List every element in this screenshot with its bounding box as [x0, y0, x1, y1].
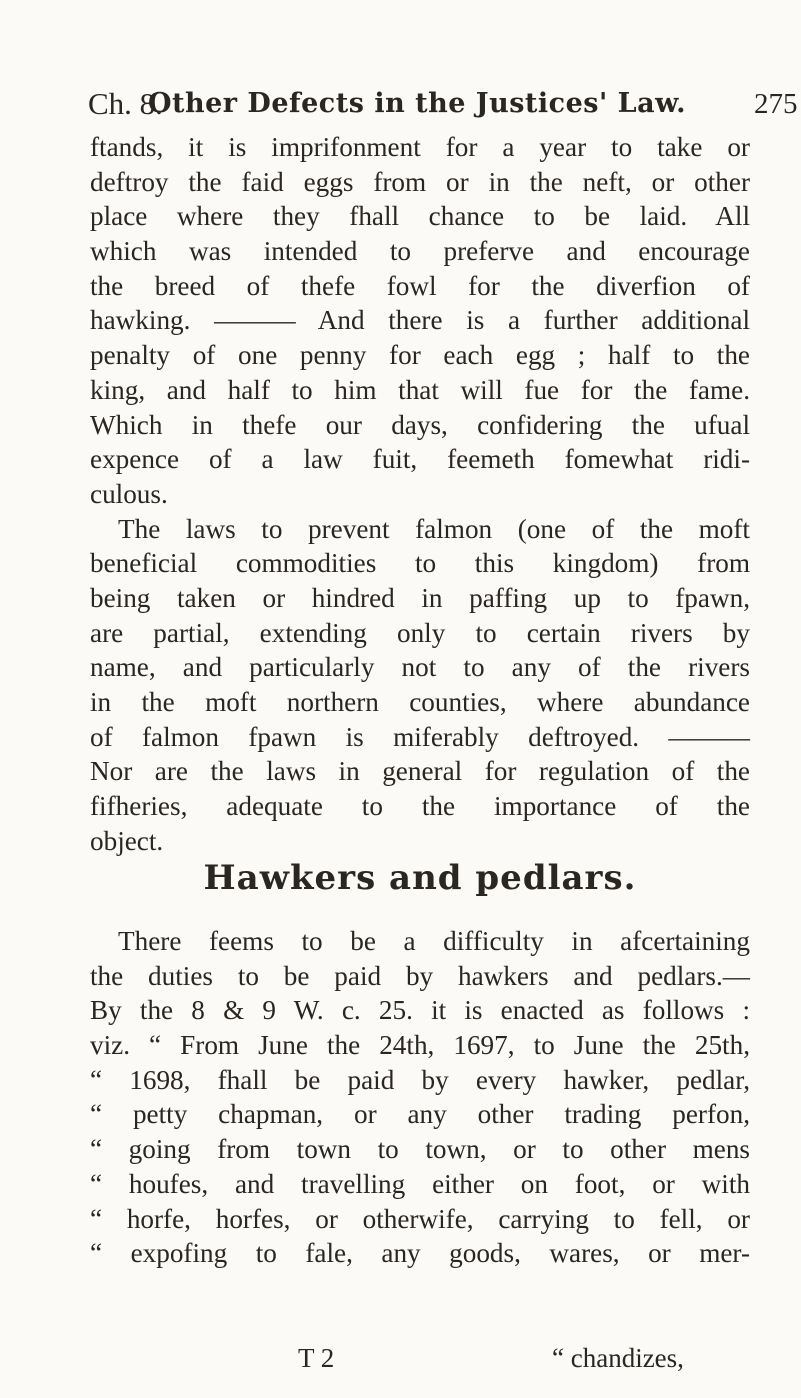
text-line: penalty of one penny for each egg ; half to the [90, 340, 750, 371]
section-text-1 [90, 130, 750, 858]
catchword: “ chandizes, [552, 1343, 684, 1373]
text-line: the duties to be paid by hawkers and pedlars.— [90, 960, 750, 991]
text-line: culous. [90, 478, 168, 509]
text-line: place where they fhall chance to be laid. All [90, 201, 750, 232]
text-line: object. [90, 825, 164, 856]
text-line: king, and half to him that will fue for the fame. [90, 374, 750, 405]
text-line: Which in thefe our days, confidering the ufual [90, 409, 750, 440]
text-line: “ expofing to fale, any goods, wares, or mer- [90, 1238, 750, 1269]
text-line: deftroy the faid eggs from or in the neft, or other [90, 166, 750, 197]
chapter-label: Ch. 8. [88, 86, 163, 121]
text-line: are partial, extending only to certain rivers by [90, 617, 750, 648]
text-line: being taken or hindred in paffing up to fpawn, [90, 582, 750, 613]
running-title: Other Defects in the Justices' Law. [148, 88, 687, 119]
text-line: There feems to be a difficulty in afcertaining [118, 926, 750, 956]
text-line: “ 1698, fhall be paid by every hawker, pedlar, [90, 1064, 750, 1095]
text-line: beneficial commodities to this kingdom) from [90, 548, 750, 579]
text-line: expence of a law fuit, feemeth fomewhat ridi- [90, 444, 750, 475]
text-line: “ going from town to town, or to other mens [90, 1134, 750, 1165]
running-head [88, 82, 798, 126]
section-text-2 [90, 924, 750, 1271]
text-line: fifheries, adequate to the importance of the [90, 791, 750, 822]
text-line: the breed of thefe fowl for the diverfion of [90, 270, 750, 301]
page-number: 275 [754, 88, 798, 120]
text-line: viz. “ From June the 24th, 1697, to June the 25th, [90, 1030, 750, 1061]
text-line: in the moft northern counties, where abundance [90, 687, 750, 717]
text-line: Nor are the laws in general for regulation of the [90, 756, 750, 787]
text-line: “ petty chapman, or any other trading perfon, [90, 1099, 750, 1130]
text-line: of falmon fpawn is miferably deftroyed. ——— [90, 721, 750, 752]
text-line: name, and particularly not to any of the rivers [90, 652, 750, 683]
text-line: “ houfes, and travelling either on foot, or with [90, 1168, 750, 1199]
text-line: ftands, it is imprifonment for a year to take or [90, 132, 750, 162]
text-line: which was intended to preferve and encourage [90, 236, 750, 267]
signature-mark: T 2 [298, 1343, 335, 1373]
text-line: The laws to prevent falmon (one of the moft [118, 513, 750, 544]
text-line: By the 8 & 9 W. c. 25. it is enacted as follows : [90, 995, 750, 1026]
section-heading: Hawkers and pedlars. [203, 858, 637, 898]
text-line: “ horfe, horfes, or otherwife, carrying to fell, or [90, 1203, 750, 1234]
text-line: hawking. ——— And there is a further additional [90, 305, 750, 336]
